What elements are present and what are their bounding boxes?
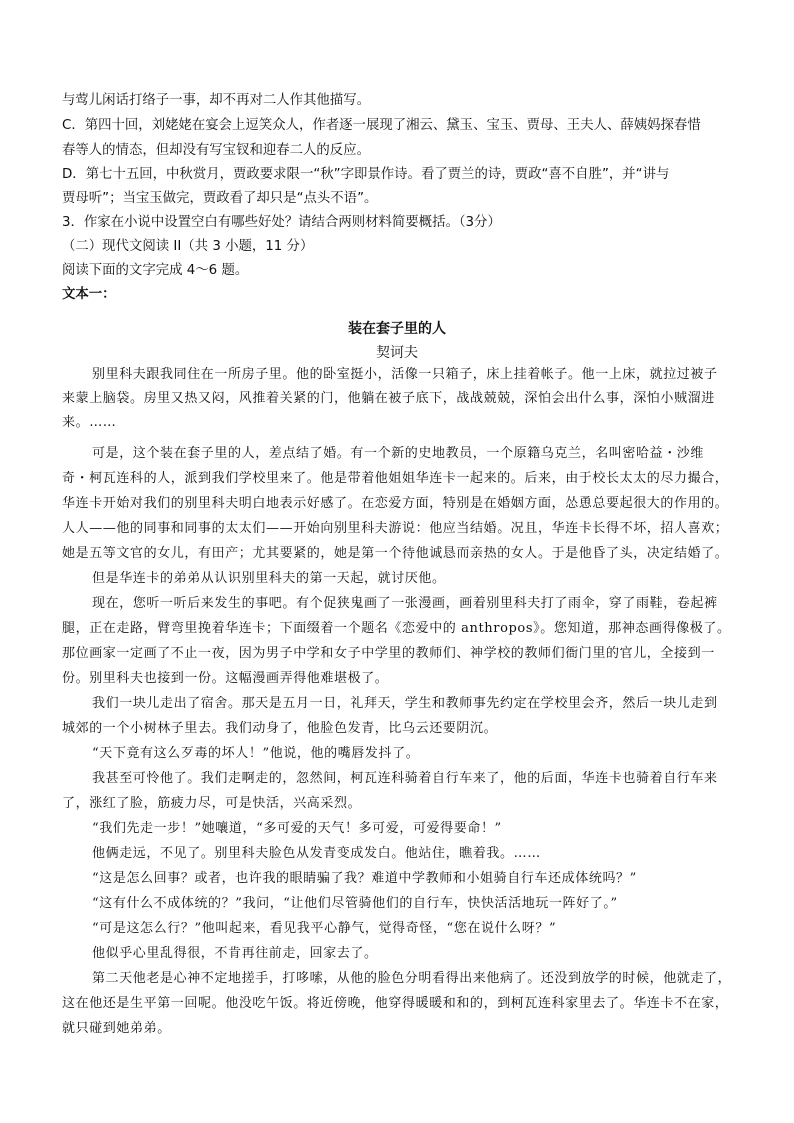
question-option-c-line2: 春等人的情态，但却没有写宝钗和迎春二人的反应。 xyxy=(62,143,370,158)
article-author: 契诃夫 xyxy=(376,345,418,361)
article-line: “天下竟有这么歹毒的坏人！”他说，他的嘴唇发抖了。 xyxy=(92,746,420,761)
article-line: 人人——他的同事和同事的太太们——开始向别里科夫游说：他应当结婚。况且，华连卡长得不坏，招人喜欢； xyxy=(62,521,729,536)
article-line: 可是，这个装在套子里的人，差点结了婚。有一个新的史地教员，一个原籍乌克兰，名叫密哈益・沙维 xyxy=(92,446,705,461)
reading-instruction: 阅读下面的文字完成 4～6 题。 xyxy=(62,263,249,278)
article-line: 第二天他老是心神不定地搓手，打哆嗦，从他的脸色分明看得出来他病了。还没到放学的时候，他就走了， xyxy=(92,971,732,986)
article-line: 城郊的一个小树林子里去。我们动身了，他脸色发青，比乌云还要阴沉。 xyxy=(62,721,498,736)
question-option-d-line2: 贾母听”；当宝玉做完，贾政看了却只是“点头不语”。 xyxy=(62,191,378,206)
article-line: 但是华连卡的弟弟从认识别里科夫的第一天起，就讨厌他。 xyxy=(92,571,446,586)
article-line: 来蒙上脑袋。房里又热又闷，风推着关紧的门，他躺在被子底下，战战兢兢，深怕会出什么事，深怕小贼溜进 xyxy=(62,391,715,406)
question-3: 3．作家在小说中设置空白有哪些好处？请结合两则材料简要概括。（3分） xyxy=(62,215,501,230)
article-line: 那位画家一定画了不止一夜，因为男子中学和女子中学里的教师们、神学校的教师们衙门里的官儿，全接到一 xyxy=(62,646,715,661)
article-line: “这有什么不成体统的？”我问，“让他们尽管骑他们的自行车，快快活活地玩一阵好了。” xyxy=(92,896,618,911)
article-line: 她是五等文官的女儿，有田产；尤其要紧的，她是第一个待他诚恳而亲热的女人。于是他昏了头，决定结婚了。 xyxy=(62,546,729,561)
article-line: 就只碰到她弟弟。 xyxy=(62,1021,171,1036)
text-one-label: 文本一： xyxy=(62,287,116,302)
question-option-d-line1: D．第七十五回，中秋赏月，贾政要求限一“秋”字即景作诗。看了贾兰的诗，贾政“喜不自胜”，并“讲与 xyxy=(62,167,670,182)
article-line: “这是怎么回事？或者，也许我的眼睛骗了我？难道中学教师和小姐骑自行车还成体统吗？” xyxy=(92,871,637,886)
article-line: “可是这怎么行？”他叫起来，看见我平心静气，觉得奇怪，“您在说什么呀？” xyxy=(92,921,557,936)
article-line: 这在他还是生平第一回呢。他没吃午饭。将近傍晚，他穿得暖暖和和的，到柯瓦连科家里去了。华连卡不在家， xyxy=(62,996,729,1011)
article-line: “我们先走一步！”她嚷道，“多可爱的天气！多可爱，可爱得要命！” xyxy=(92,821,502,836)
article-line: 他似乎心里乱得很，不肯再往前走，回家去了。 xyxy=(92,946,378,961)
article-line: 奇・柯瓦连科的人，派到我们学校里来了。他是带着他姐姐华连卡一起来的。后来，由于校长太太的尽力撮合， xyxy=(62,471,729,486)
article-line: 别里科夫跟我同住在一所房子里。他的卧室挺小，活像一只箱子，床上挂着帐子。他一上床，就拉过被子 xyxy=(92,367,718,382)
article-line: 华连卡开始对我们的别里科夫明白地表示好感了。在恋爱方面，特别是在婚姻方面，怂恿总要起很大的作用的。 xyxy=(62,496,729,511)
article-line: 现在，您听一听后来发生的事吧。有个促狭鬼画了一张漫画，画着别里科夫打了雨伞，穿了雨鞋，卷起裤 xyxy=(92,596,718,611)
article-line: 份。别里科夫也接到一份。这幅漫画弄得他难堪极了。 xyxy=(62,671,389,686)
article-line: 我们一块儿走出了宿舍。那天是五月一日，礼拜天，学生和教师事先约定在学校里会齐，然后一块儿走到 xyxy=(92,696,718,711)
question-option-b-tail: 与莺儿闲话打络子一事，却不再对二人作其他描写。 xyxy=(62,93,370,108)
article-line: 我甚至可怜他了。我们走啊走的，忽然间，柯瓦连科骑着自行车来了，他的后面，华连卡也骑着自行车来 xyxy=(92,771,718,786)
article-line: 了，涨红了脸，筋疲力尽，可是快活，兴高采烈。 xyxy=(62,796,362,811)
question-option-c-line1: C．第四十回，刘姥姥在宴会上逗笑众人，作者逐一展现了湘云、黛玉、宝玉、贾母、王夫人、薛姨妈探春惜 xyxy=(62,118,701,133)
article-line: 来。…… xyxy=(62,415,117,430)
article-line: 他俩走远，不见了。别里科夫脸色从发青变成发白。他站住，瞧着我。…… xyxy=(92,846,541,861)
section-heading: （二）现代文阅读 II（共 3 小题，11 分） xyxy=(62,239,314,254)
article-title: 装在套子里的人 xyxy=(348,321,446,337)
article-line: 腿，正在走路，臂弯里挽着华连卡；下面缀着一个题名《恋爱中的 anthropos》。您知道，那神态画得像极了。 xyxy=(62,621,731,636)
